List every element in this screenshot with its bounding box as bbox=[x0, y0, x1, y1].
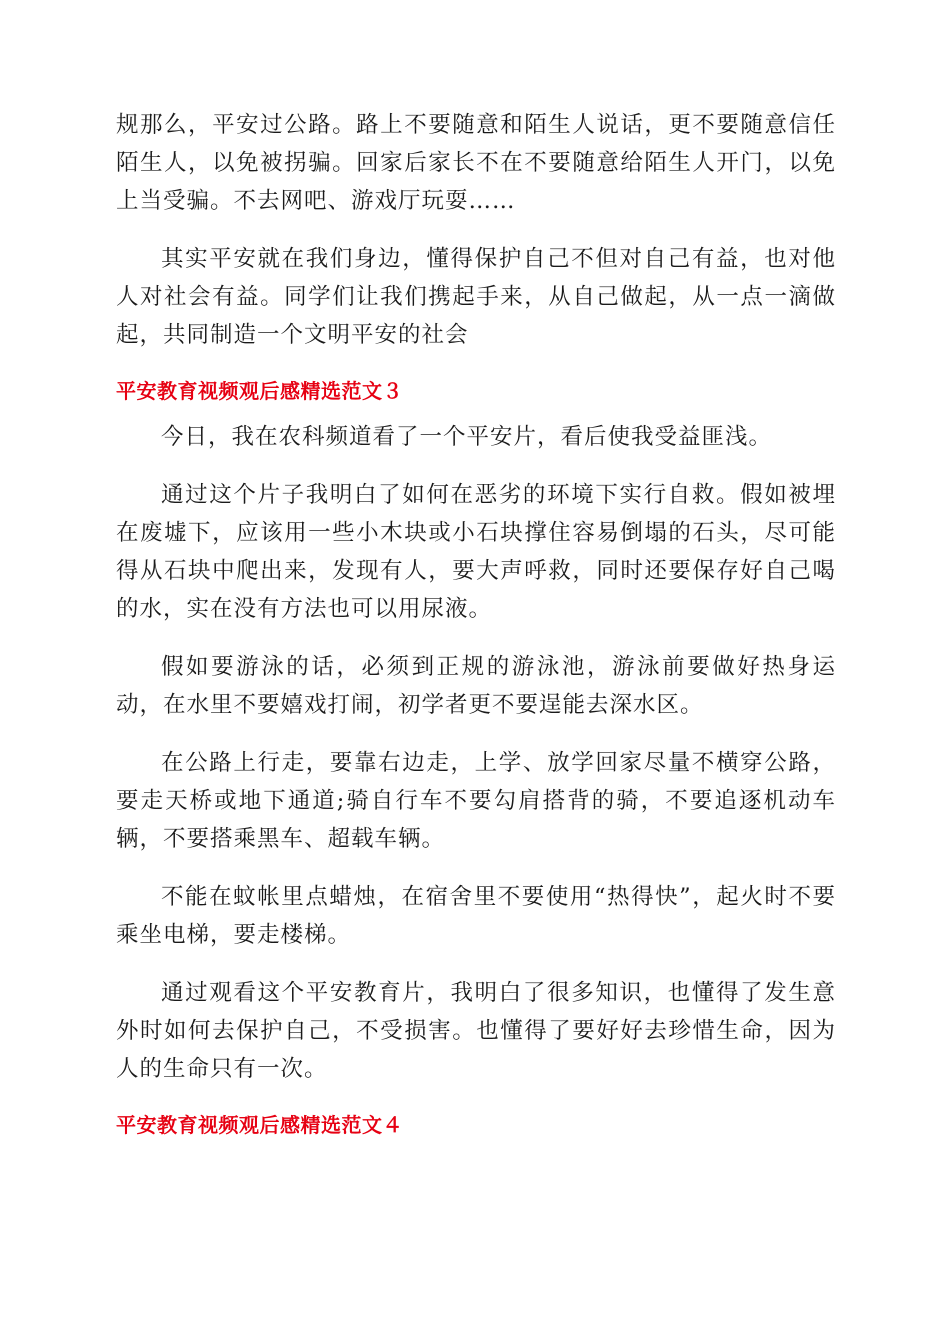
paragraph: 不能在蚊帐里点蜡烛，在宿舍里不要使用“热得快”，起火时不要乘坐电梯，要走楼梯。 bbox=[116, 884, 836, 948]
paragraph-continued: 规那么，平安过公路。路上不要随意和陌生人说话，更不要随意信任陌生人，以免被拐骗。回家后家长不在不要随意给陌生人开门，以免上当受骗。不去网吧、游戏厅玩耍…… bbox=[116, 112, 836, 214]
paragraph: 今日，我在农科频道看了一个平安片，看后使我受益匪浅。 bbox=[161, 424, 773, 450]
document-body bbox=[116, 106, 836, 1152]
paragraph: 假如要游泳的话，必须到正规的游泳池，游泳前要做好热身运动，在水里不要嬉戏打闹，初学者更不要逞能去深水区。 bbox=[116, 654, 836, 718]
section-heading-3: 平安教育视频观后感精选范文３ bbox=[116, 379, 403, 403]
paragraph: 通过这个片子我明白了如何在恶劣的环境下实行自救。假如被埋在废墟下，应该用一些小木块或小石块撑住容易倒塌的石头，尽可能得从石块中爬出来，发现有人，要大声呼救，同时还要保存好自己喝的水，实在没有方法也可以用尿液。 bbox=[116, 482, 836, 622]
paragraph-conclusion: 其实平安就在我们身边，懂得保护自己不但对自己有益，也对他人对社会有益。同学们让我们携起手来，从自己做起，从一点一滴做起，共同制造一个文明平安的社会 bbox=[116, 246, 836, 348]
paragraph: 通过观看这个平安教育片，我明白了很多知识，也懂得了发生意外时如何去保护自己，不受损害。也懂得了要好好去珍惜生命，因为人的生命只有一次。 bbox=[116, 980, 836, 1082]
paragraph: 在公路上行走，要靠右边走，上学、放学回家尽量不横穿公路，要走天桥或地下通道;骑自行车不要勾肩搭背的骑，不要追逐机动车辆，不要搭乘黑车、超载车辆。 bbox=[116, 750, 836, 852]
section-heading-4: 平安教育视频观后感精选范文４ bbox=[116, 1113, 403, 1137]
